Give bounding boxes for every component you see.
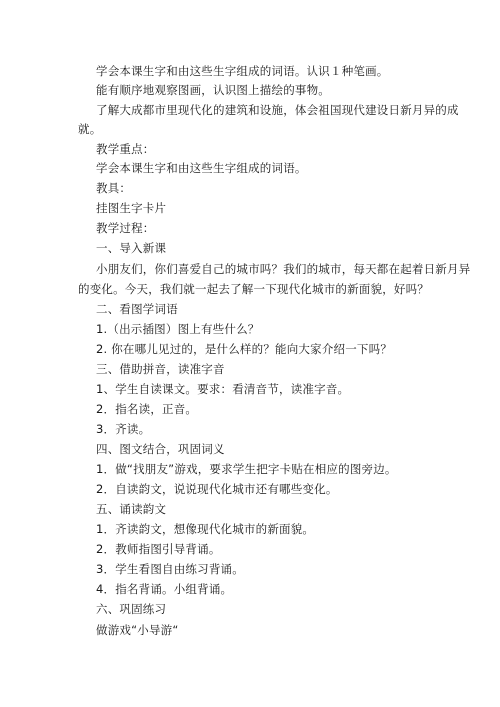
text-line: 学会本课生字和由这些生字组成的词语。认识１种笔画。 xyxy=(96,64,389,78)
section-heading: 四、图文结合，巩固词义 xyxy=(96,442,225,456)
section-heading: 教学重点： xyxy=(96,142,155,156)
list-item: 1．做“找朋友”游戏，要求学生把字卡贴在相应的图旁边。 xyxy=(96,462,397,476)
text-line: 就。 xyxy=(78,122,102,136)
text-line: 做游戏“小导游“ xyxy=(96,623,179,637)
section-heading: 二、看图学词语 xyxy=(96,302,178,316)
section-heading: 六、巩固练习 xyxy=(96,602,167,616)
text-line: 了解大成都市里现代化的建筑和设施，体会祖国现代建设日新月异的成 xyxy=(96,103,459,117)
text-line: 的变化。今天，我们就一起去了解一下现代化城市的新面貌，好吗？ xyxy=(78,282,429,296)
list-item: 2. 你在哪儿见过的，是什么样的？能向大家介绍一下吗？ xyxy=(96,342,393,356)
list-item: 1、学生自读课文。要求：看清音节，读准字音。 xyxy=(96,382,350,396)
list-item: 3．学生看图自由练习背诵。 xyxy=(96,562,244,576)
section-heading: 教学过程： xyxy=(96,221,155,235)
list-item: 1.（出示插图）图上有些什么？ xyxy=(96,322,260,336)
text-line: 小朋友们，你们喜爱自己的城市吗？我们的城市，每天都在起着日新月异 xyxy=(96,262,471,276)
section-heading: 教具： xyxy=(96,181,132,195)
text-line: 学会本课生字和由这些生字组成的词语。 xyxy=(96,161,307,175)
list-item: 2．自读韵文，说说现代化城市还有哪些变化。 xyxy=(96,482,338,496)
list-item: 1．齐读韵文，想像现代化城市的新面貌。 xyxy=(96,522,315,536)
section-heading: 一、导入新课 xyxy=(96,241,167,255)
list-item: 2．指名读，正音。 xyxy=(96,402,198,416)
section-heading: 五、诵读韵文 xyxy=(96,502,167,516)
list-item: 3．齐读。 xyxy=(96,422,151,436)
list-item: 4．指名背诵。小组背诵。 xyxy=(96,582,233,596)
section-heading: 三、借助拼音，读准字音 xyxy=(96,362,225,376)
list-item: 2．教师指图引导背诵。 xyxy=(96,542,221,556)
text-line: 挂图生字卡片 xyxy=(96,201,167,215)
text-line: 能有顺序地观察图画，认识图上描绘的事物。 xyxy=(96,83,330,97)
